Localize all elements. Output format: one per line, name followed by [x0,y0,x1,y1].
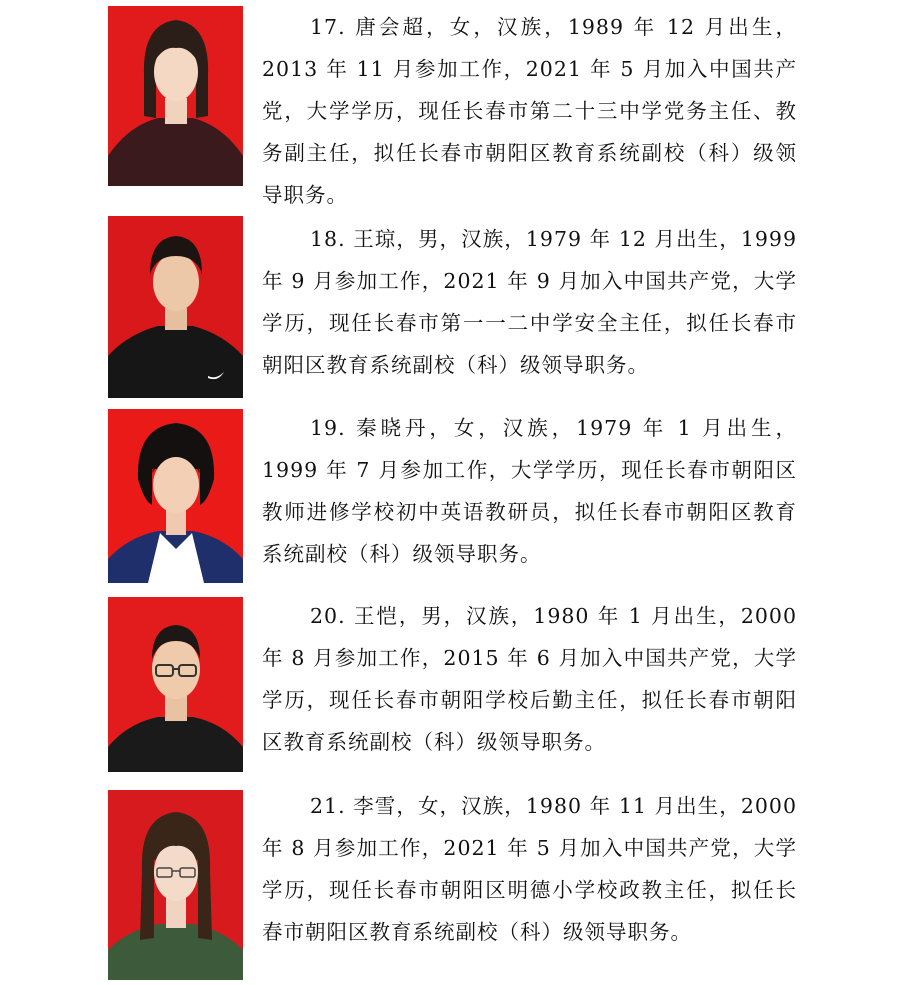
portrait-photo [108,216,243,398]
portrait-female-icon [108,6,243,186]
candidate-bio: 19. 秦晓丹，女，汉族，1979 年 1 月出生，1999 年 7 月参加工作，大学学历，现任长春市朝阳区教师进修学校初中英语教研员，拟任长春市朝阳区教育系统副校（科）级领导职务。 [262,416,797,566]
portrait-female-icon [108,790,243,980]
portrait-male-icon [108,216,243,398]
portrait-male-icon [108,597,243,772]
candidate-bio: 21. 李雪，女，汉族，1980 年 11 月出生，2000 年 8 月参加工作，2021 年 5 月加入中国共产党，大学学历，现任长春市朝阳区明德小学校政教主任，拟任长春市朝阳区教育系统副校（科）级领导职务。 [262,794,797,944]
candidate-bio: 17. 唐会超，女，汉族，1989 年 12 月出生，2013 年 11 月参加工作，2021 年 5 月加入中国共产党，大学学历，现任长春市第二十三中学党务主任、教务副主任，拟任长春市朝阳区教育系统副校（科）级领导职务。 [262,15,797,207]
portrait-photo [108,790,243,980]
portrait-photo [108,6,243,186]
portrait-photo [108,597,243,772]
candidate-bio: 20. 王恺，男，汉族，1980 年 1 月出生，2000 年 8 月参加工作，2015 年 6 月加入中国共产党，大学学历，现任长春市朝阳学校后勤主任，拟任长春市朝阳区教育系统副校（科）级领导职务。 [262,604,797,754]
candidate-bio: 18. 王琼，男，汉族，1979 年 12 月出生，1999 年 9 月参加工作，2021 年 9 月加入中国共产党，大学学历，现任长春市第一一二中学安全主任，拟任长春市朝阳区教育系统副校（科）级领导职务。 [262,227,797,377]
portrait-female-icon [108,409,243,583]
portrait-photo [108,409,243,583]
